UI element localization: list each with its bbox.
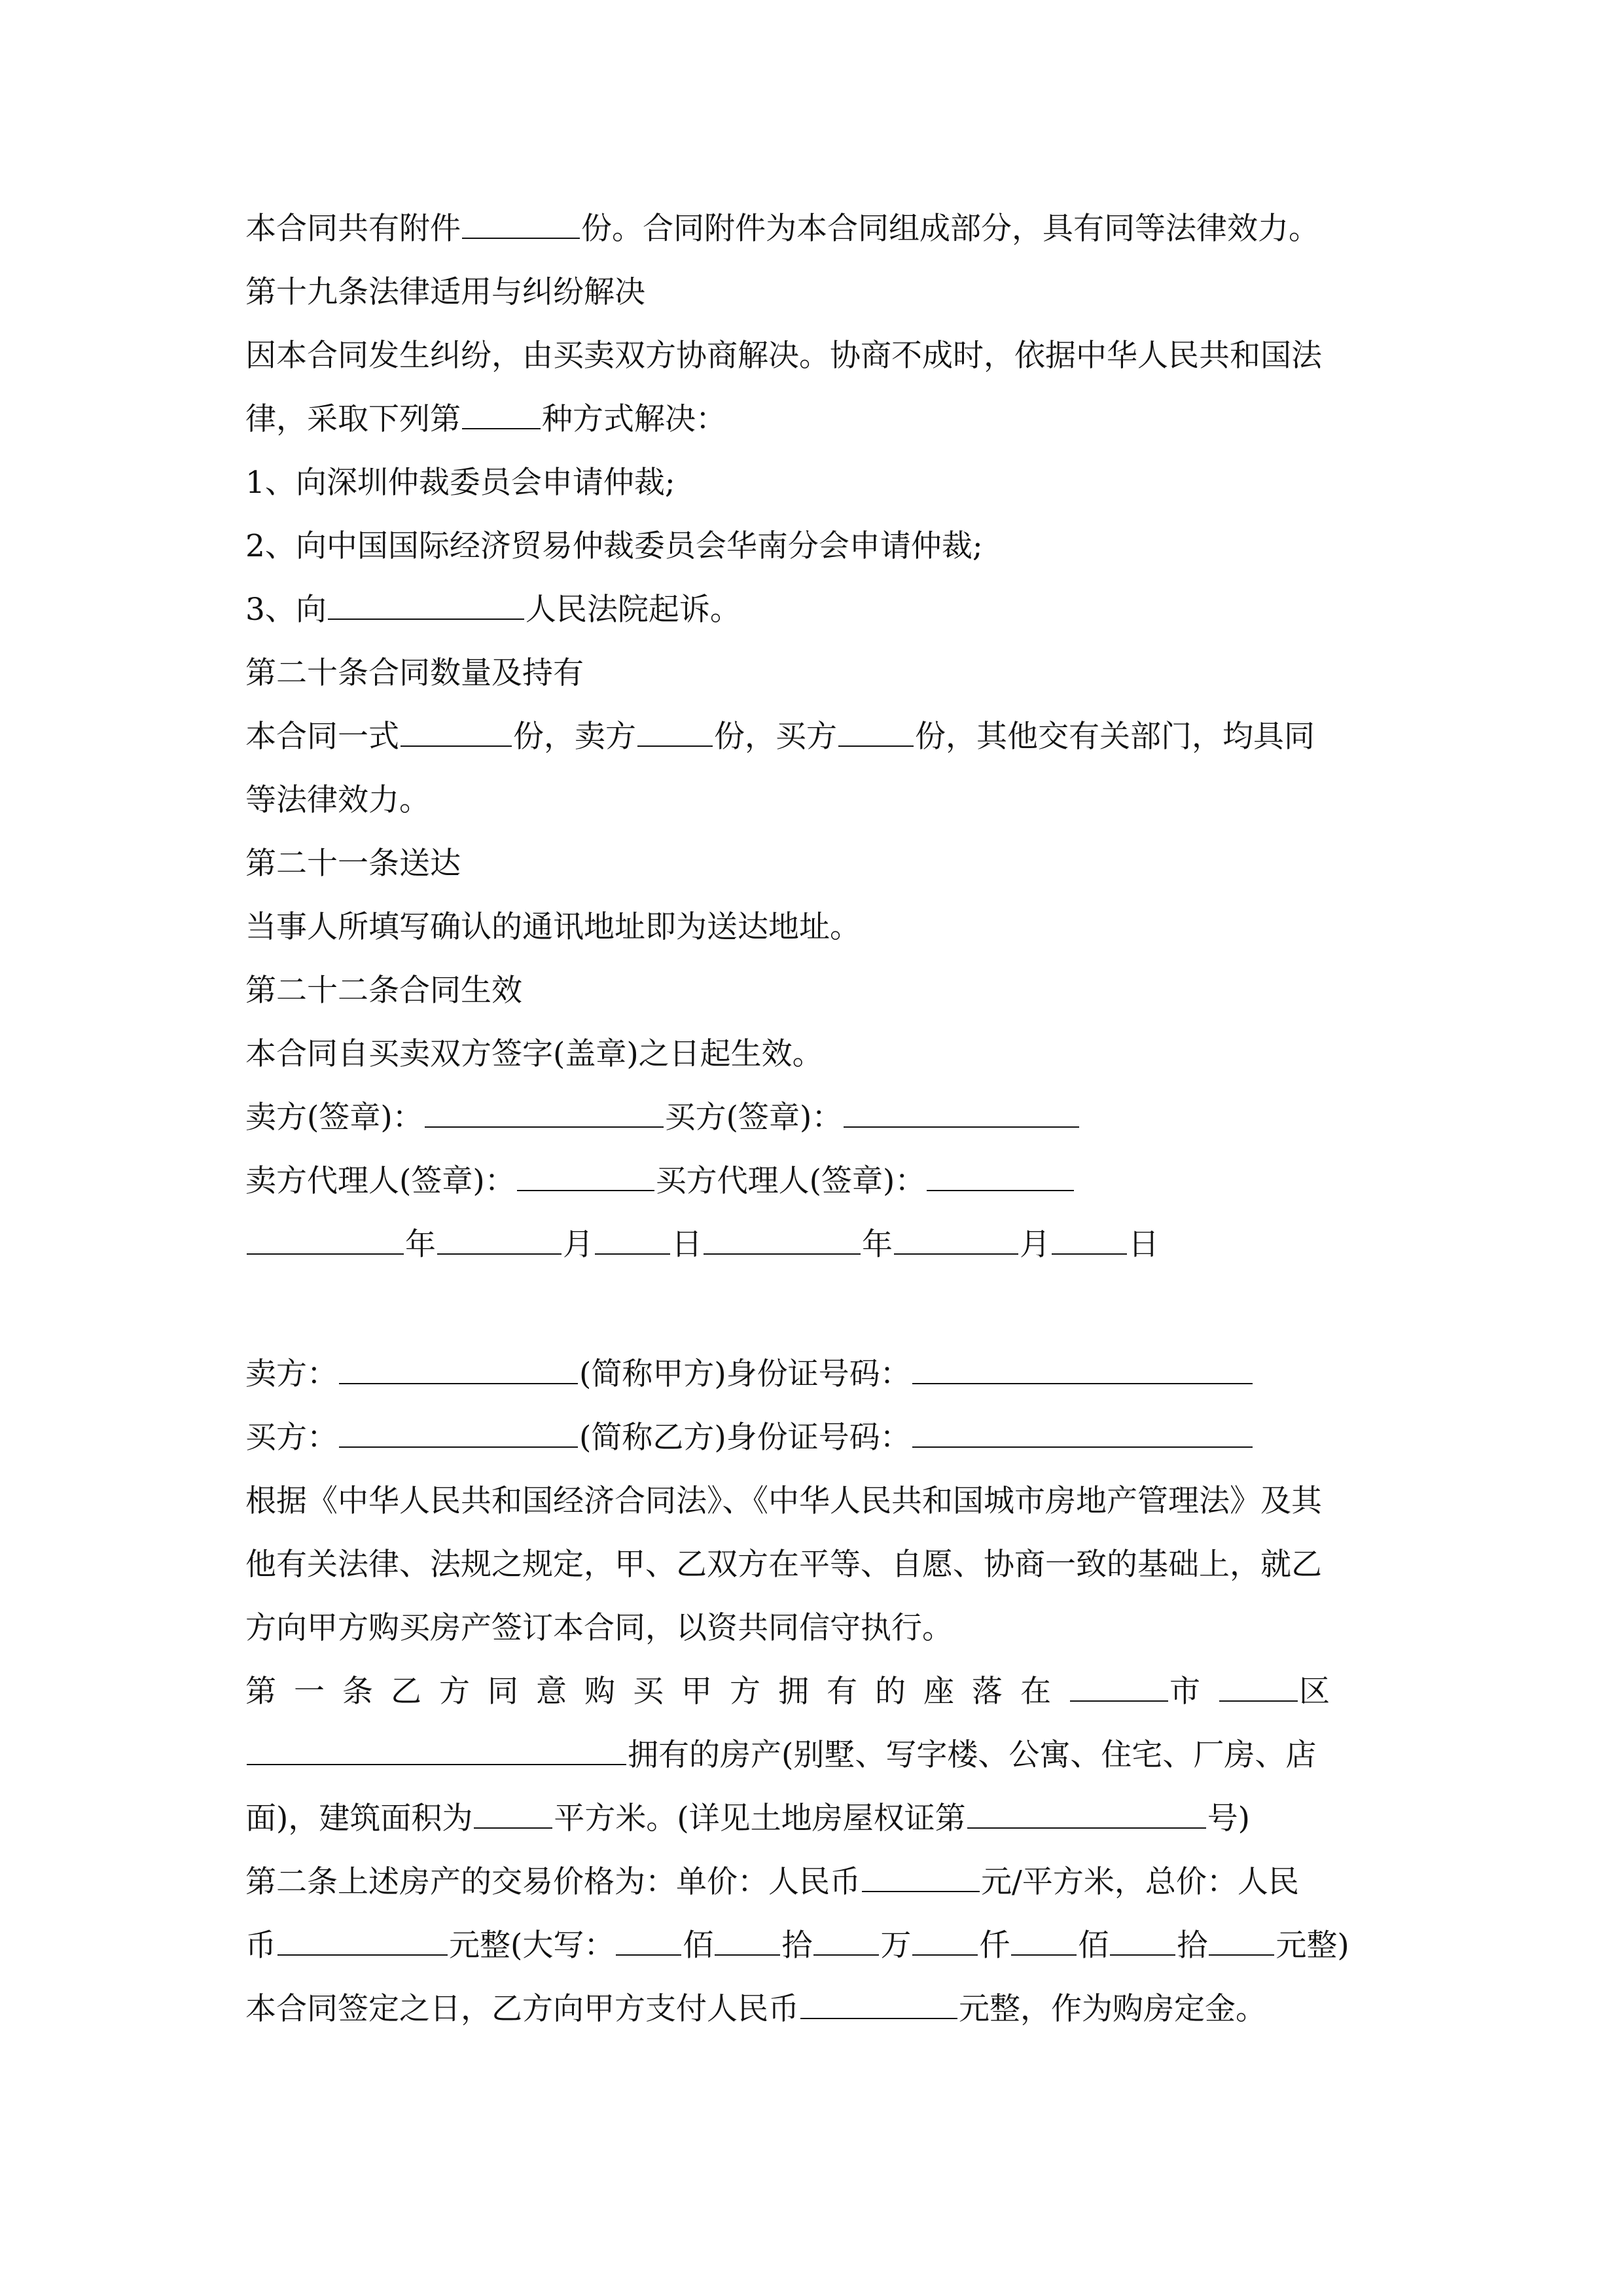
article-1-line-3: 面)，建筑面积为 平方米。(详见土地房屋权证第 号) [245,1801,1251,1837]
floor-area-blank[interactable] [474,1827,552,1829]
option-2: 2、向中国国际经济贸易仲裁委员会华南分会申请仲裁; [245,528,983,564]
amount-hundred-blank[interactable] [1011,1954,1077,1956]
city-blank[interactable] [1070,1700,1168,1702]
effective-clause: 本合同自买卖双方签字(盖章)之日起生效。 [245,1036,823,1072]
delivery-clause: 当事人所填写确认的通讯地址即为送达地址。 [245,909,861,945]
article-22-heading: 第二十二条合同生效 [245,973,522,1009]
district-blank[interactable] [1219,1700,1298,1702]
amount-ten-blank[interactable] [1110,1954,1175,1956]
signature-line: 卖方(签章)： 买方(签章)： [245,1098,1384,1138]
amount-ten-thousand-blank[interactable] [715,1954,780,1956]
article-2-line-1: 第二条上述房产的交易价格为：单价：人民币 元/平方米，总价：人民 [245,1864,1299,1900]
amount-yuan-blank[interactable] [1209,1954,1274,1956]
seller-id-number-blank[interactable] [912,1382,1253,1384]
deposit-amount-blank[interactable] [800,2017,957,2019]
agent-signature-line: 卖方代理人(签章)： 买方代理人(签章)： [245,1162,1384,1201]
dispute-clause-line-2: 律，采取下列第 种方式解决： [245,401,726,437]
buyer-copies-blank[interactable] [838,745,914,747]
attachment-clause: 本合同共有附件 份。合同附件为本合同组成部分，具有同等法律效力。 [245,211,1319,247]
seller-id-line: 卖方： (简称甲方)身份证号码： [245,1355,1384,1394]
copies-clause-line-2: 等法律效力。 [245,782,430,818]
seller-signature-blank[interactable] [425,1126,664,1128]
article-21-heading: 第二十一条送达 [245,846,461,882]
seller-name-blank[interactable] [339,1382,578,1384]
article-19-heading: 第十九条法律适用与纠纷解决 [245,274,645,310]
seller-year-blank[interactable] [247,1253,404,1255]
date-line: 年 月 日 年 月 日 [245,1225,1384,1265]
article-2-line-2: 币 元整(大写： 佰 拾 万 仟 佰 拾 元整) [245,1928,1349,1964]
buyer-day-blank[interactable] [1052,1253,1127,1255]
buyer-id-line: 买方： (简称乙方)身份证号码： [245,1418,1384,1458]
certificate-number-blank[interactable] [967,1827,1206,1829]
unit-price-blank[interactable] [862,1890,980,1892]
seller-copies-blank[interactable] [637,745,713,747]
buyer-month-blank[interactable] [894,1253,1018,1255]
article-1-line-1: 第一条乙方同意购买甲方拥有的座落在 市 区 [245,1674,1347,1710]
resolution-method-blank[interactable] [462,427,541,429]
amount-hundred-thousand-blank[interactable] [616,1954,681,1956]
buyer-name-blank[interactable] [339,1446,578,1448]
copies-clause-line-1: 本合同一式 份，卖方 份，买方 份，其他交有关部门，均具同 [245,719,1315,755]
amount-wan-blank[interactable] [813,1954,879,1956]
option-1: 1、向深圳仲裁委员会申请仲裁; [245,465,675,501]
seller-month-blank[interactable] [437,1253,562,1255]
preamble-line-3: 方向甲方购买房产签订本合同，以资共同信守执行。 [245,1610,953,1646]
attachment-count-blank[interactable] [462,237,580,239]
article-20-heading: 第二十条合同数量及持有 [245,655,584,691]
seller-day-blank[interactable] [595,1253,670,1255]
preamble-line-1: 根据《中华人民共和国经济合同法》、《中华人民共和国城市房地产管理法》及其 [245,1483,1322,1519]
amount-thousand-blank[interactable] [912,1954,978,1956]
seller-agent-signature-blank[interactable] [517,1189,654,1191]
total-price-blank[interactable] [277,1954,448,1956]
buyer-signature-blank[interactable] [844,1126,1079,1128]
total-copies-blank[interactable] [401,745,512,747]
article-1-line-2: 拥有的房产(别墅、写字楼、公寓、住宅、厂房、店 [245,1736,1384,1775]
option-3: 3、向 人民法院起诉。 [245,592,741,628]
buyer-agent-signature-blank[interactable] [927,1189,1074,1191]
preamble-line-2: 他有关法律、法规之规定，甲、乙双方在平等、自愿、协商一致的基础上，就乙 [245,1547,1322,1583]
deposit-line: 本合同签定之日，乙方向甲方支付人民币 元整，作为购房定金。 [245,1991,1266,2027]
dispute-clause-line-1: 因本合同发生纠纷，由买卖双方协商解决。协商不成时，依据中华人民共和国法 [245,338,1322,374]
buyer-id-number-blank[interactable] [912,1446,1253,1448]
property-location-blank[interactable] [247,1763,626,1765]
buyer-year-blank[interactable] [704,1253,861,1255]
court-name-blank[interactable] [328,618,524,620]
